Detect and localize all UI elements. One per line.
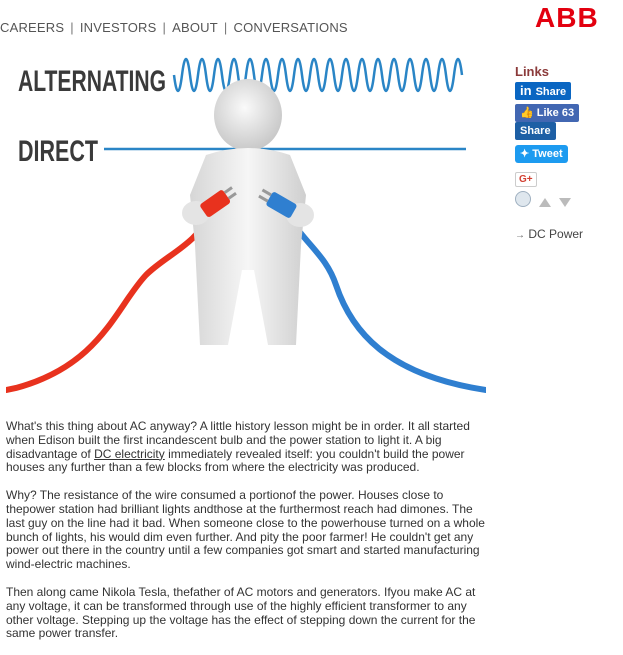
upvote-icon[interactable] [539,198,551,207]
hero-illustration [6,45,486,395]
article-paragraph: Then along came Nikola Tesla, thefather of AC motors and generators. Ifyou make AC at any voltage, it can be transformed through use of the highly efficient transformer to any other voltage. Stepping up the voltage has the effect of stepping down the current for the same power transfer. [6,584,476,641]
nav-about[interactable]: ABOUT [172,20,218,35]
blue-cable [288,215,486,390]
top-nav [0,20,348,35]
arrow-right-icon: → [515,230,525,241]
google-plus-button[interactable]: G+ [515,172,537,187]
nav-careers[interactable]: CAREERS [0,20,65,35]
downvote-icon[interactable] [559,198,571,207]
abb-logo[interactable]: ABB [535,2,599,33]
article-body [6,420,488,655]
alternating-label: ALTERNATING [18,65,166,98]
thumbs-up-icon: 👍 [520,107,534,119]
linkedin-share-button[interactable]: in Share [515,82,571,100]
red-cable [6,213,211,390]
tweet-button[interactable]: ✦ Tweet [515,145,568,163]
twitter-bird-icon: ✦ [520,148,530,160]
linkedin-icon: in [520,83,532,98]
related-link-dc-power[interactable]: → DC Power [515,227,584,241]
article-paragraph: What's this thing about AC anyway? A little history lesson might be in order. It all started when Edison built the first incandescent bulb and the power station to light it. A big disadvantage of DC electricity immediately revealed itself: you couldn't build the power houses any further than a few blocks from where the electricity was produced. [6,419,470,475]
article-paragraph: Why? The resistance of the wire consumed a portionof the power. Houses close to thepower station had brilliant lights andthose at the furthermost reach had dimones. The last guy on the line had it bad. When someone close to the powerhouse turned on a whole bunch of lights, his would dim even further. And pity the poor farmer! He couldn't get any power out there in the country until a few companies got smart and started manufacturing wind-electric machines. [6,488,485,572]
ac-sine-wave [174,59,462,91]
facebook-like-button[interactable]: 👍 Like 63 [515,104,579,122]
reddit-icon[interactable] [515,191,531,207]
nav-separator: | [223,20,228,35]
sidebar-title: Links [515,64,549,79]
figure-body [190,148,306,345]
facebook-share-button[interactable]: Share [515,122,556,140]
nav-separator: | [162,20,167,35]
nav-separator: | [70,20,74,35]
sidebar-links [515,64,623,241]
figure-head [214,79,282,151]
nav-investors[interactable]: INVESTORS [79,20,157,35]
dc-electricity-link[interactable]: DC electricity [94,446,165,461]
direct-label: DIRECT [18,135,98,168]
nav-conversations[interactable]: CONVERSATIONS [233,20,348,35]
